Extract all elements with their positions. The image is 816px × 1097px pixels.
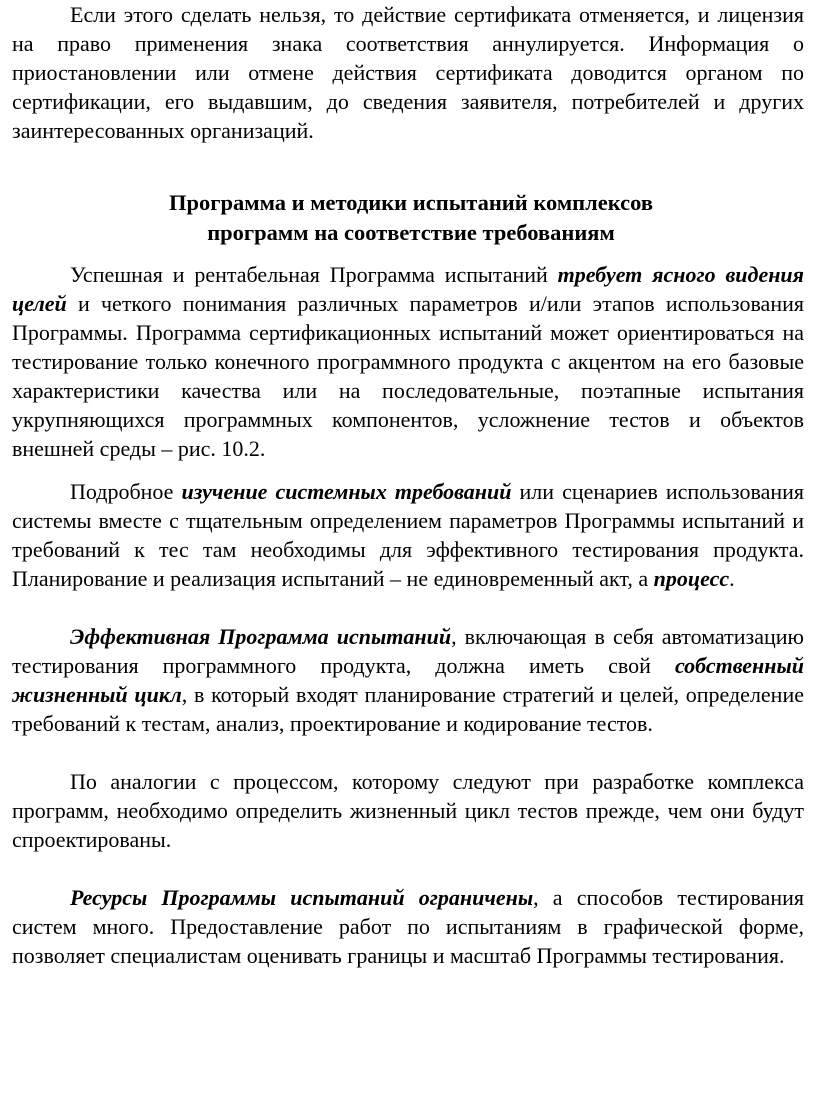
emphasis-text: требует ясного видения целей <box>12 262 804 316</box>
emphasis-text: собственный жизненный цикл <box>12 653 804 707</box>
emphasis-text: Эффективная Программа испытаний <box>70 624 452 649</box>
section-heading-line-2: программ на соответствие требованиям <box>207 220 615 245</box>
paragraph-successful-program <box>12 260 804 463</box>
section-heading <box>12 188 804 248</box>
paragraph-effective-program <box>12 622 804 738</box>
paragraph-text: , а способов тестирования систем много. Предоставление работ по испытаниям в графической форме, позволяет специалистам оценивать границы и масштаб Программы тестирования. <box>12 885 804 968</box>
paragraph-text: Подробное <box>70 479 182 504</box>
paragraph-text: и четкого понимания различных параметров и/или этапов использования Программы. Программа сертификационных испытаний может ориентироваться на тестирование только конечного программного продукта с акцентом на его базовые характеристики качества или на последовательные, поэтапные испытания укрупняющихся программных компонентов, усложнение тестов и объектов внешней среды – рис. 10.2. <box>12 291 804 461</box>
paragraph-text: Успешная и рентабельная Программа испытаний <box>70 262 558 287</box>
emphasis-text: процесс <box>653 566 730 591</box>
paragraph-text: или сценариев использования системы вместе с тщательным определением параметров Программы испытаний и требований к тес там необходимы для эффективного тестирования продукта. Планирование и реализация испытаний – не единовременный акт, а <box>12 479 805 591</box>
section-heading-line-1: Программа и методики испытаний комплексов <box>169 190 653 215</box>
paragraph-by-analogy <box>12 767 804 854</box>
paragraph-text: По аналогии с процессом, которому следуют при разработке комплекса программ, необходимо определить жизненный цикл тестов прежде, чем они будут спроектированы. <box>12 769 804 852</box>
paragraph-certificate-cancellation <box>12 0 804 145</box>
emphasis-text: изучение системных требований <box>181 479 512 504</box>
emphasis-text: Ресурсы Программы испытаний ограничены <box>70 885 534 910</box>
paragraph-text: , в который входят планирование стратегий и целей, определение требований к тестам, анализ, проектирование и кодирование тестов. <box>12 682 804 736</box>
paragraph-text: , включающая в себя автоматизацию тестирования программного продукта, должна иметь свой <box>12 624 804 678</box>
paragraph-text: . <box>729 566 735 591</box>
paragraph-resources-limited <box>12 883 804 970</box>
paragraph-text: Если этого сделать нельзя, то действие сертификата отменяется, и лицензия на право применения знака соответствия аннулируется. Информация о приостановлении или отмене действия сертификата доводится органом по сертификации, его выдавшим, до сведения заявителя, потребителей и других заинтересованных организаций. <box>12 2 804 143</box>
paragraph-detailed-study <box>12 477 804 593</box>
